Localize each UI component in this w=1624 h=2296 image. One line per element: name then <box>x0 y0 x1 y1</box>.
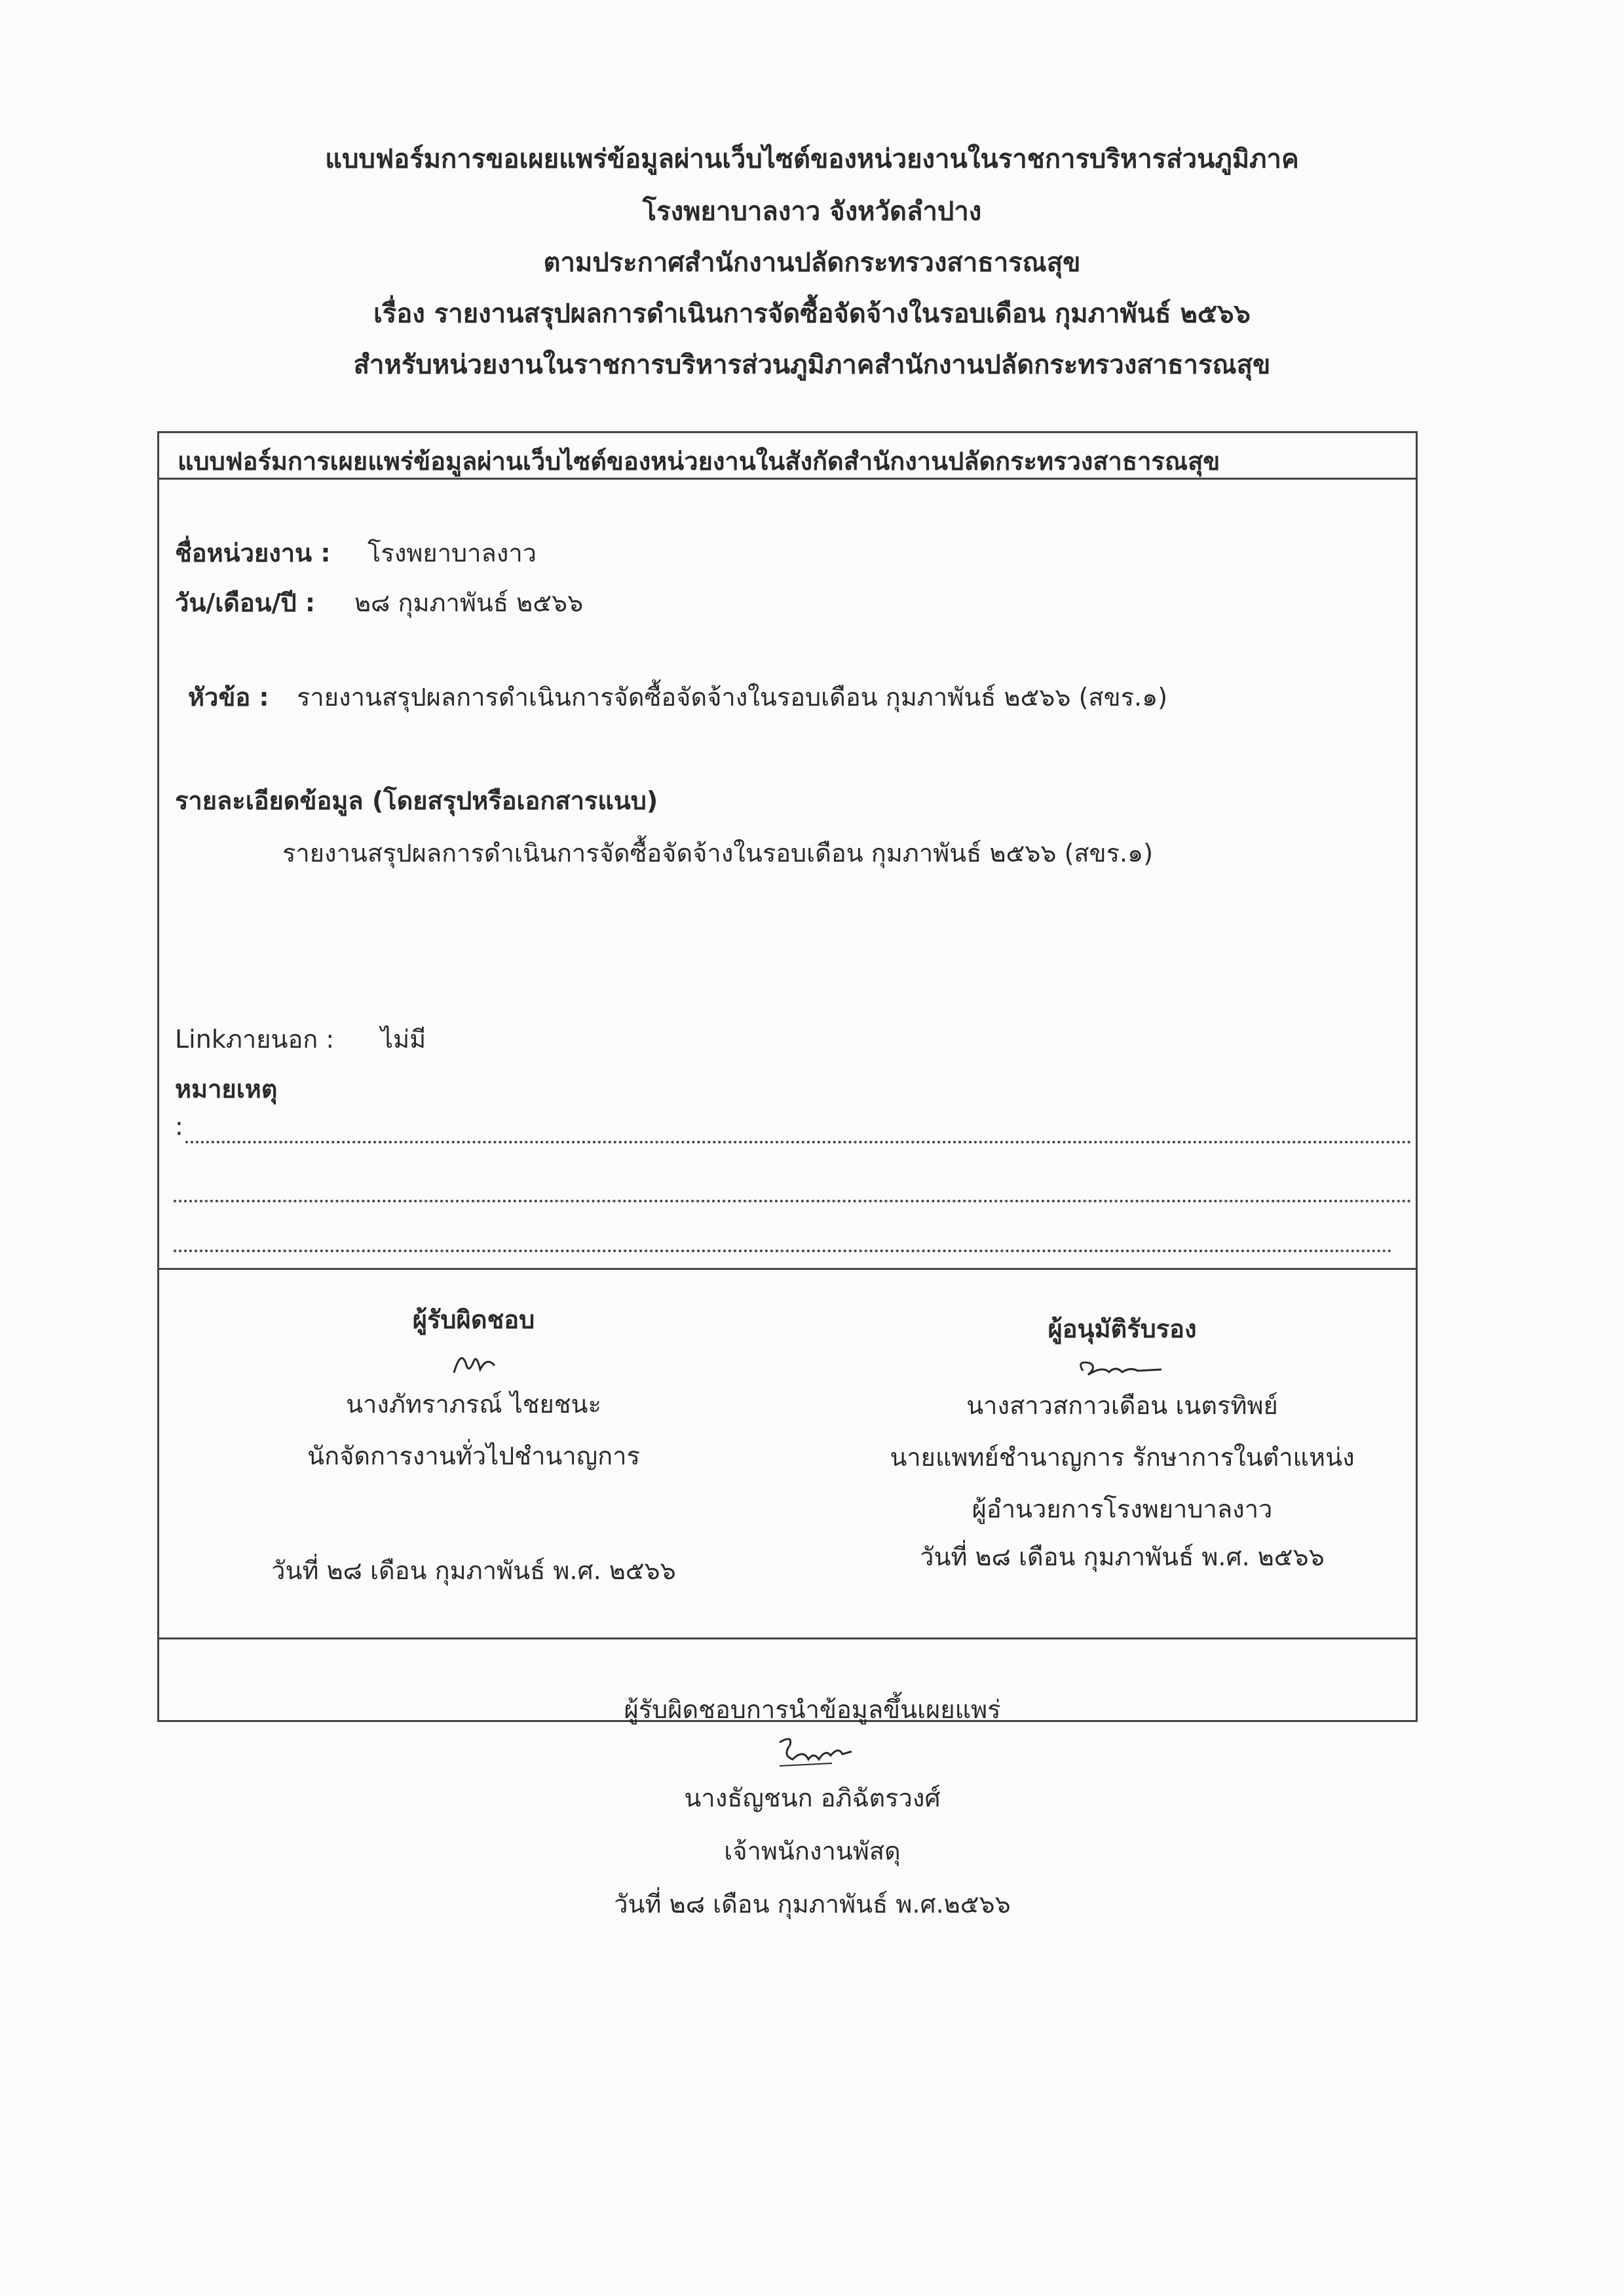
detail-label: รายละเอียดข้อมูล (โดยสรุปหรือเอกสารแนบ) <box>175 786 658 815</box>
responsible-name: นางภัทราภรณ์ ไชยชนะ <box>346 1390 601 1419</box>
publisher-heading: ผู้รับผิดชอบการนำข้อมูลขึ้นเผยแพร่ <box>624 1695 1001 1724</box>
external-link-label: Linkภายนอก : <box>175 1025 335 1054</box>
publisher-signature <box>753 1729 871 1775</box>
approver-name: นางสาวสกาวเดือน เนตรทิพย์ <box>966 1391 1278 1420</box>
header-line-5: สำหรับหน่วยงานในราชการบริหารส่วนภูมิภาคสำนักงานปลัดกระทรวงสาธารณสุข <box>353 350 1271 380</box>
remark-dotted-line-1 <box>185 1141 1412 1143</box>
approver-block <box>847 1309 1397 1577</box>
header-line-1: แบบฟอร์มการขอเผยแพร่ข้อมูลผ่านเว็บไซต์ของหน่วยงานในราชการบริหารส่วนภูมิภาค <box>325 144 1299 174</box>
publisher-block <box>485 1689 1140 1924</box>
unit-label: ชื่อหน่วยงาน : <box>175 539 331 567</box>
header-line-4: เรื่อง รายงานสรุปผลการดำเนินการจัดซื้อจัดจ้างในรอบเดือน กุมภาพันธ์ ๒๕๖๖ <box>373 299 1251 329</box>
remark-label: หมายเหตุ <box>175 1075 278 1103</box>
approver-heading: ผู้อนุมัติรับรอง <box>1048 1314 1197 1343</box>
detail-value: รายงานสรุปผลการดำเนินการจัดซื้อจัดจ้างในรอบเดือน กุมภาพันธ์ ๒๕๖๖ (สขร.๑) <box>282 839 1154 868</box>
approver-date: วันที่ ๒๘ เดือน กุมภาพันธ์ พ.ศ. ๒๕๖๖ <box>920 1542 1325 1571</box>
publisher-date: วันที่ ๒๘ เดือน กุมภาพันธ์ พ.ศ.๒๕๖๖ <box>614 1890 1011 1919</box>
responsible-position: นักจัดการงานทั่วไปชำนาญการ <box>307 1442 640 1470</box>
responsible-signature <box>434 1343 513 1383</box>
topic-label: หัวข้อ : <box>188 683 269 712</box>
remark-dotted-line-3 <box>174 1250 1392 1252</box>
signature-divider <box>159 1268 1416 1270</box>
responsible-block <box>218 1299 729 1590</box>
remark-colon: : <box>175 1112 183 1141</box>
header-line-2: โรงพยาบาลงาว จังหวัดลำปาง <box>642 197 982 227</box>
approver-signature <box>1057 1351 1188 1384</box>
publisher-position: เจ้าพนักงานพัสดุ <box>724 1837 901 1866</box>
topic-value: รายงานสรุปผลการดำเนินการจัดซื้อจัดจ้างในรอบเดือน กุมภาพันธ์ ๒๕๖๖ (สขร.๑) <box>297 683 1168 712</box>
responsible-date: วันที่ ๒๘ เดือน กุมภาพันธ์ พ.ศ. ๒๕๖๖ <box>271 1556 676 1585</box>
publisher-name: นางธัญชนก อภิฉัตรวงศ์ <box>684 1784 941 1812</box>
title-divider <box>159 478 1416 480</box>
approver-position-1: นายแพทย์ชำนาญการ รักษาการในตำแหน่ง <box>890 1443 1355 1472</box>
unit-value: โรงพยาบาลงาว <box>368 539 537 567</box>
responsible-heading: ผู้รับผิดชอบ <box>412 1305 535 1334</box>
remark-dotted-line-2 <box>174 1200 1412 1202</box>
external-link-value: ไม่มี <box>381 1025 426 1054</box>
header-line-3: ตามประกาศสำนักงานปลัดกระทรวงสาธารณสุข <box>543 248 1081 278</box>
date-value: ๒๘ กุมภาพันธ์ ๒๕๖๖ <box>354 588 584 617</box>
form-box-title: แบบฟอร์มการเผยแพร่ข้อมูลผ่านเว็บไซต์ของหน่วยงานในสังกัดสำนักงานปลัดกระทรวงสาธารณสุข <box>178 447 1220 476</box>
publication-form-box <box>157 431 1418 1722</box>
approver-position-2: ผู้อำนวยการโรงพยาบาลงาว <box>972 1495 1273 1523</box>
date-label: วัน/เดือน/ปี : <box>175 588 316 617</box>
publisher-divider <box>159 1637 1416 1639</box>
